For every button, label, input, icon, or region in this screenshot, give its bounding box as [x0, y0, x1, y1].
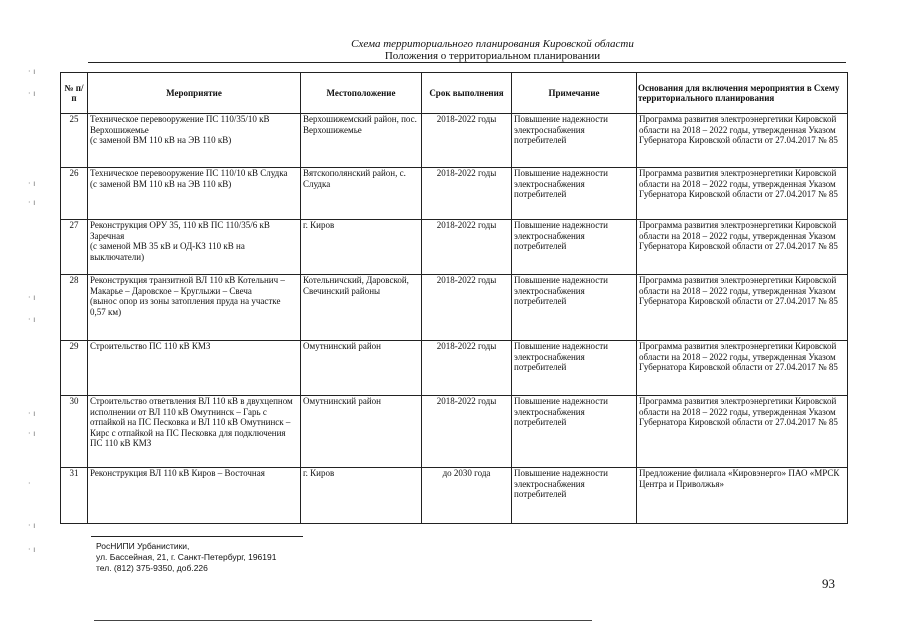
col-header-location: Местоположение	[301, 73, 422, 114]
row-note: Повышение надежности электроснабжения потребителей	[512, 275, 637, 341]
row-number: 28	[61, 275, 88, 341]
margin-mark: · ı	[28, 198, 36, 207]
row-basis: Программа развития электроэнергетики Кировской области на 2018 – 2022 годы, утвержденная Указом Губернатора Кировской области от 27.04.2017 № 85	[637, 341, 848, 396]
row-location: Котельничский, Даровской, Свечинский районы	[301, 275, 422, 341]
row-event: Реконструкция транзитной ВЛ 110 кВ Котельнич – Макарье – Даровское – Круглыжи – Свеча (вынос опор из зоны затопления пруда на участке 0,57 км)	[88, 275, 301, 341]
margin-mark: · ı	[28, 179, 36, 188]
row-location: Вятскополянский район, с. Слудка	[301, 168, 422, 220]
row-deadline: 2018-2022 годы	[422, 275, 512, 341]
row-note: Повышение надежности электроснабжения потребителей	[512, 168, 637, 220]
document-subtitle: Положения о территориальном планировании	[384, 50, 601, 62]
row-event: Строительство ПС 110 кВ КМЗ	[88, 341, 301, 396]
col-header-deadline: Срок выполнения	[422, 73, 512, 114]
row-note: Повышение надежности электроснабжения потребителей	[512, 468, 637, 524]
row-deadline: 2018-2022 годы	[422, 114, 512, 168]
col-header-number: № п/п	[61, 73, 88, 114]
margin-mark: · ı	[28, 67, 36, 76]
margin-mark: · ı	[28, 521, 36, 530]
row-location: г. Киров	[301, 468, 422, 524]
margin-mark: · ı	[28, 315, 36, 324]
footer-org: РосНИПИ Урбанистики,	[96, 541, 190, 551]
row-event: Реконструкция ОРУ 35, 110 кВ ПС 110/35/6 кВ Заречная (с заменой МВ 35 кВ и ОД-КЗ 110 кВ на выключатели)	[88, 220, 301, 275]
table-row	[61, 275, 848, 341]
table-header-row	[61, 73, 848, 114]
col-header-event: Мероприятие	[88, 73, 301, 114]
row-location: Омутнинский район	[301, 341, 422, 396]
row-deadline: 2018-2022 годы	[422, 220, 512, 275]
row-basis: Программа развития электроэнергетики Кировской области на 2018 – 2022 годы, утвержденная Указом Губернатора Кировской области от 27.04.2017 № 85	[637, 168, 848, 220]
table-row	[61, 220, 848, 275]
margin-mark: · ı	[28, 545, 36, 554]
margin-mark: · ı	[28, 89, 36, 98]
row-number: 25	[61, 114, 88, 168]
bottom-rule	[94, 620, 592, 621]
row-event: Техническое перевооружение ПС 110/35/10 кВ Верхошижемье (с заменой ВМ 110 кВ на ЭВ 110 кВ)	[88, 114, 301, 168]
table-row	[61, 341, 848, 396]
row-note: Повышение надежности электроснабжения потребителей	[512, 396, 637, 468]
row-deadline: 2018-2022 годы	[422, 396, 512, 468]
row-event: Реконструкция ВЛ 110 кВ Киров – Восточная	[88, 468, 301, 524]
row-number: 29	[61, 341, 88, 396]
row-location: г. Киров	[301, 220, 422, 275]
table-row	[61, 114, 848, 168]
row-basis: Программа развития электроэнергетики Кировской области на 2018 – 2022 годы, утвержденная Указом Губернатора Кировской области от 27.04.2017 № 85	[637, 275, 848, 341]
margin-mark: · ı	[28, 409, 36, 418]
row-number: 26	[61, 168, 88, 220]
row-basis: Программа развития электроэнергетики Кировской области на 2018 – 2022 годы, утвержденная Указом Губернатора Кировской области от 27.04.2017 № 85	[637, 220, 848, 275]
col-header-note: Примечание	[512, 73, 637, 114]
footer-address: ул. Бассейная, 21, г. Санкт-Петербург, 196191	[96, 552, 277, 562]
events-table	[60, 72, 848, 524]
margin-mark: · ı	[28, 429, 36, 438]
table-row	[61, 168, 848, 220]
row-deadline: 2018-2022 годы	[422, 168, 512, 220]
col-header-basis: Основания для включения мероприятия в Схему территориального планирования	[637, 73, 848, 114]
footer-rule	[91, 536, 303, 537]
row-note: Повышение надежности электроснабжения потребителей	[512, 220, 637, 275]
footer	[96, 541, 276, 574]
row-event: Техническое перевооружение ПС 110/10 кВ Слудка (с заменой ВМ 110 кВ на ЭВ 110 кВ)	[88, 168, 301, 220]
table-row	[61, 396, 848, 468]
row-deadline: до 2030 года	[422, 468, 512, 524]
row-note: Повышение надежности электроснабжения потребителей	[512, 341, 637, 396]
row-note: Повышение надежности электроснабжения потребителей	[512, 114, 637, 168]
row-basis: Предложение филиала «Кировэнерго» ПАО «МРСК Центра и Приволжья»	[637, 468, 848, 524]
row-number: 31	[61, 468, 88, 524]
margin-mark: · ı	[28, 293, 36, 302]
header-rule	[88, 62, 846, 63]
row-deadline: 2018-2022 годы	[422, 341, 512, 396]
row-event: Строительство ответвления ВЛ 110 кВ в двухцепном исполнении от ВЛ 110 кВ Омутнинск – Гарь с отпайкой на ПС Песковка и ВЛ 110 кВ Омутнинск – Кирс с отпайкой на ПС Песковка для подключения ПС 110 кВ КМЗ	[88, 396, 301, 468]
margin-mark: ·	[28, 479, 31, 488]
row-location: Верхошижемский район, пос. Верхошижемье	[301, 114, 422, 168]
row-location: Омутнинский район	[301, 396, 422, 468]
footer-phone: тел. (812) 375-9350, доб.226	[96, 563, 208, 573]
page-number: 93	[822, 576, 835, 591]
row-basis: Программа развития электроэнергетики Кировской области на 2018 – 2022 годы, утвержденная Указом Губернатора Кировской области от 27.04.2017 № 85	[637, 114, 848, 168]
table-row	[61, 468, 848, 524]
row-basis: Программа развития электроэнергетики Кировской области на 2018 – 2022 годы, утвержденная Указом Губернатора Кировской области от 27.04.2017 № 85	[637, 396, 848, 468]
document-title: Схема территориального планирования Кировской области	[351, 38, 634, 50]
row-number: 27	[61, 220, 88, 275]
row-number: 30	[61, 396, 88, 468]
